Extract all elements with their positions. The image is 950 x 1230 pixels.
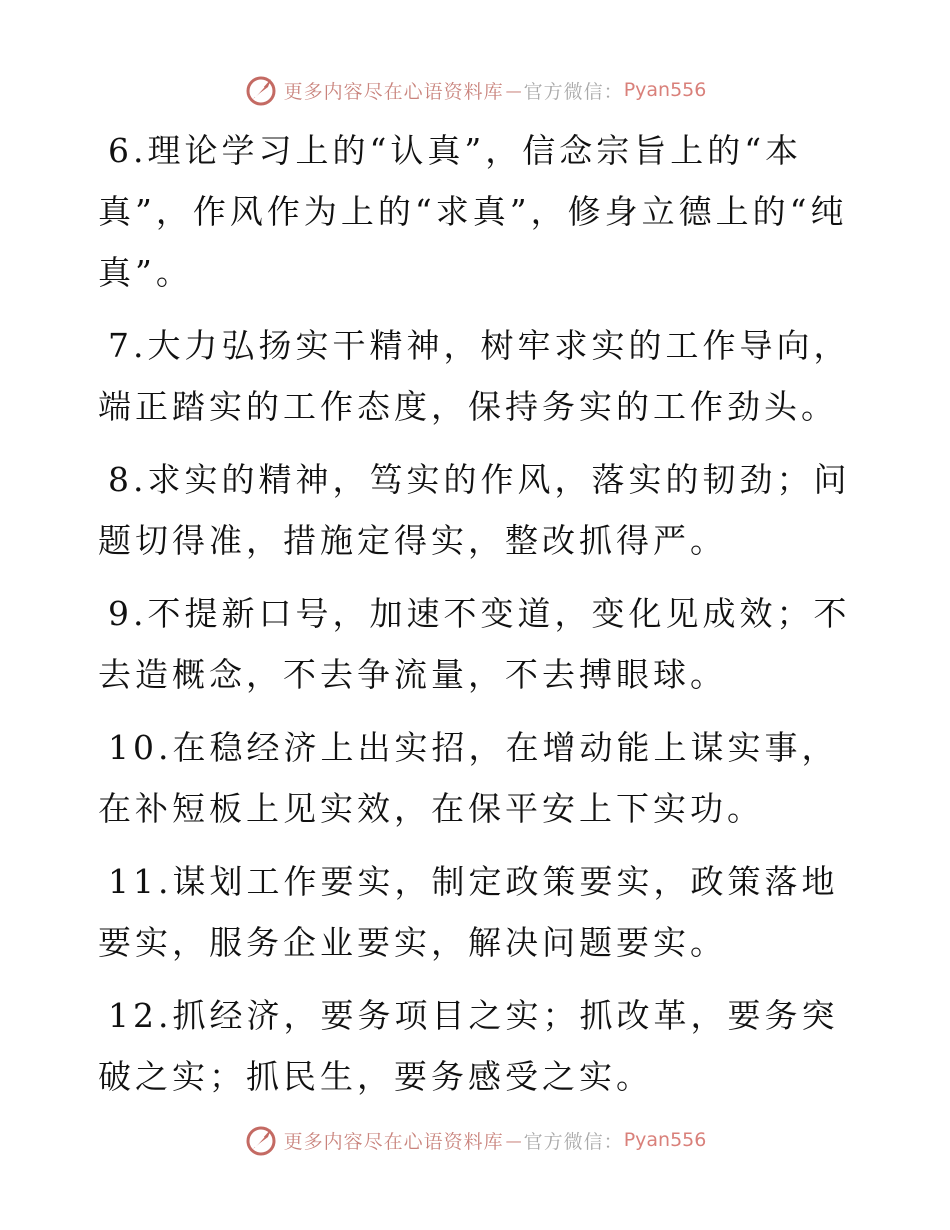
banner-wechat-label: 官方微信： — [523, 1130, 624, 1153]
document-body — [98, 120, 858, 1119]
list-item: 9.不提新口号，加速不变道，变化见成效；不去造概念，不去争流量，不去搏眼球。 — [98, 594, 851, 694]
banner-account: Pyan556 — [623, 1129, 707, 1151]
list-item: 11.谋划工作要实，制定政策要实，政策落地要实，服务企业要实，解决问题要实。 — [98, 862, 839, 962]
quill-pen-logo-icon — [244, 73, 278, 107]
list-item: 10.在稳经济上出实招，在增动能上谋实事，在补短板上见实效，在保平安上下实功。 — [98, 728, 839, 828]
banner-separator: — — [505, 80, 522, 100]
list-item: 8.求实的精神，笃实的作风，落实的韧劲；问题切得准，措施定得实，整改抓得严。 — [98, 460, 851, 560]
quill-pen-logo-icon — [244, 1123, 278, 1157]
list-item: 7.大力弘扬实干精神，树牢求实的工作导向，端正踏实的工作态度，保持务实的工作劲头。 — [98, 326, 851, 426]
banner-text: 更多内容尽在心语资料库 — [283, 80, 504, 103]
banner-wechat-label: 官方微信： — [523, 80, 624, 103]
list-item: 6.理论学习上的“认真”，信念宗旨上的“本真”，作风作为上的“求真”，修身立德上的“纯真”。 — [98, 131, 848, 292]
banner-account: Pyan556 — [623, 79, 707, 101]
footer-watermark-banner — [0, 1120, 950, 1160]
header-watermark-banner — [0, 70, 950, 110]
banner-text: 更多内容尽在心语资料库 — [283, 1130, 504, 1153]
banner-separator: — — [505, 1130, 522, 1150]
list-item: 12.抓经济，要务项目之实；抓改革，要务突破之实；抓民生，要务感受之实。 — [98, 996, 839, 1096]
